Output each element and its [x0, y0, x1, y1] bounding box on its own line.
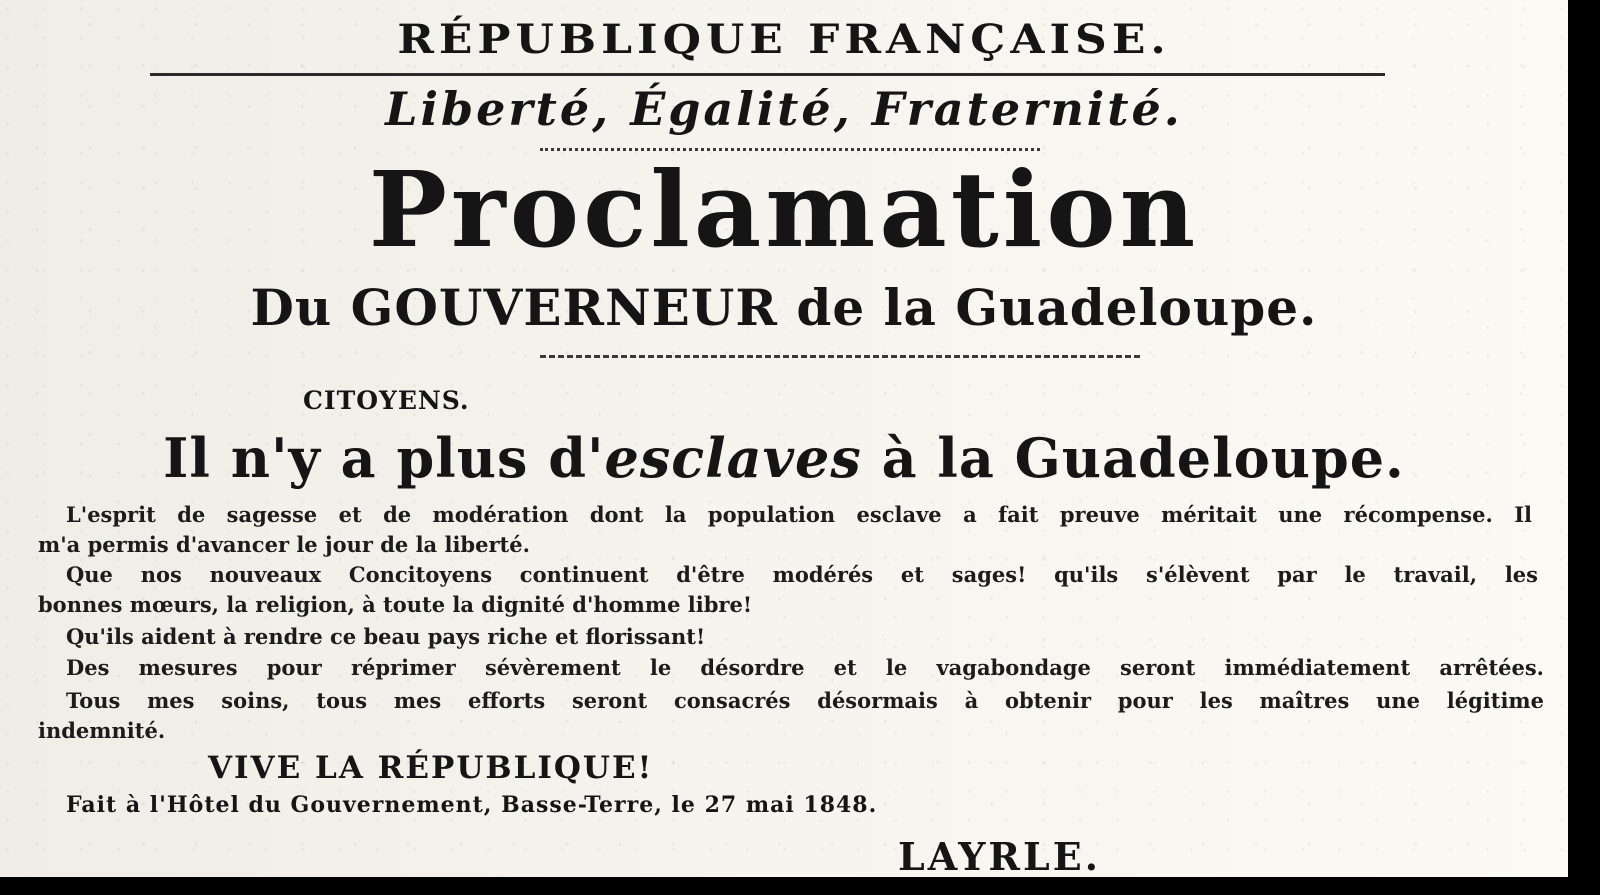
headline-after: à la Guadeloupe. [861, 426, 1405, 490]
top-rule [150, 73, 1385, 76]
paragraph-1-line-2: m'a permis d'avancer le jour de la liberté. [38, 532, 530, 557]
paragraph-2-line-1: Que nos nouveaux Concitoyens continuent d'être modérés et sages! qu'ils s'élèvent par le travail, les [66, 562, 1538, 587]
paragraph-5-line-2: indemnité. [38, 718, 166, 743]
headline-before: Il n'y a plus d' [163, 426, 605, 490]
headline-emphasis: esclaves [604, 426, 862, 490]
paragraph-2-line-2: bonnes mœurs, la religion, à toute la dignité d'homme libre! [38, 592, 753, 617]
gouverneur-subtitle: Du GOUVERNEUR de la Guadeloupe. [250, 278, 1318, 337]
paragraph-4: Des mesures pour réprimer sévèrement le désordre et le vagabondage seront immédiatement arrêtées. [66, 655, 1544, 680]
vive-la-republique: VIVE LA RÉPUBLIQUE! [208, 750, 654, 786]
abolition-headline [0, 426, 1568, 490]
proclamation-title: Proclamation [368, 148, 1200, 271]
republique-heading: RÉPUBLIQUE FRANÇAISE. [397, 16, 1171, 63]
paragraph-3: Qu'ils aident à rendre ce beau pays riche et florissant! [66, 624, 706, 649]
paragraph-5-line-1: Tous mes soins, tous mes efforts seront consacrés désormais à obtenir pour les maîtres une légitime [66, 688, 1544, 713]
citoyens-salutation: CITOYENS. [303, 386, 470, 415]
place-and-date: Fait à l'Hôtel du Gouvernement, Basse-Terre, le 27 mai 1848. [66, 792, 878, 818]
dashed-rule [540, 355, 1140, 358]
governor-signature: LAYRLE. [898, 834, 1101, 877]
devise-motto: Liberté, Égalité, Fraternité. [385, 82, 1183, 136]
paragraph-1-line-1: L'esprit de sagesse et de modération dont la population esclave a fait preuve méritait une récompense. Il [66, 502, 1532, 527]
